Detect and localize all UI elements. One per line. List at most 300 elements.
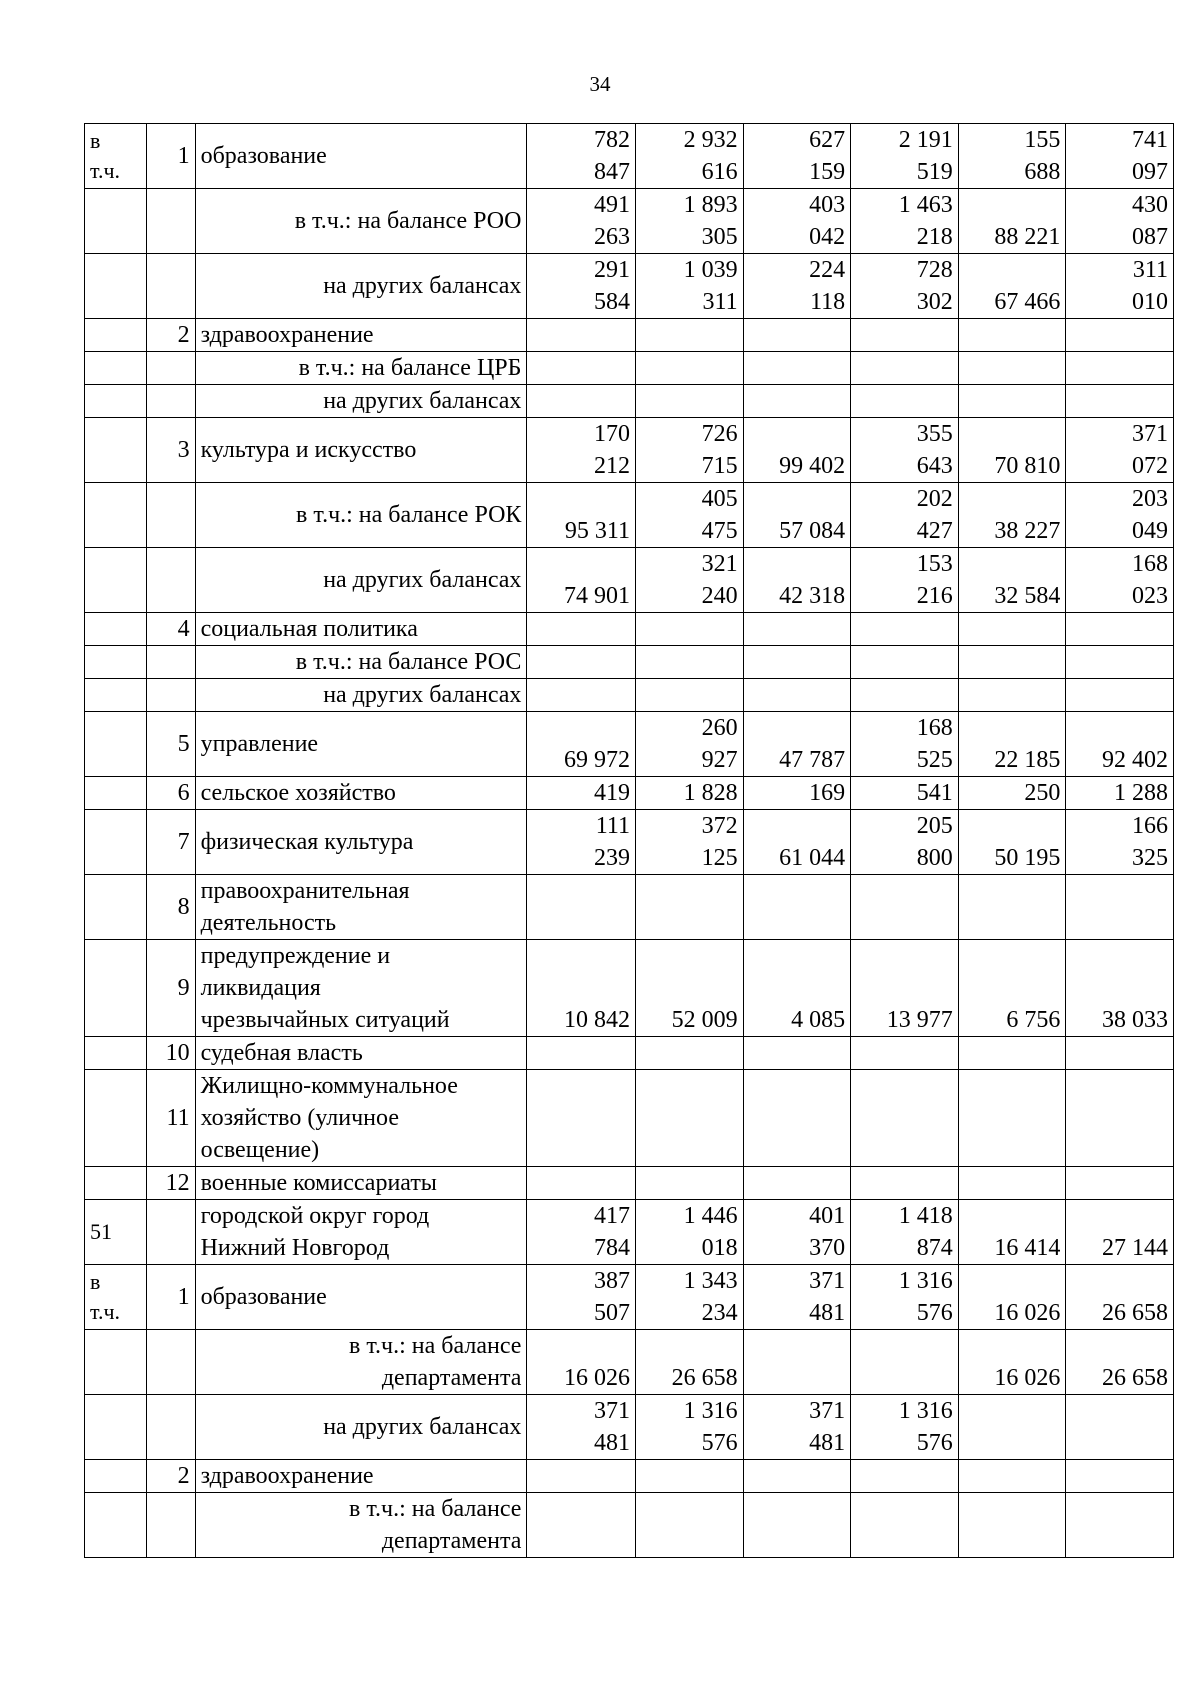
- value-cell: [958, 1167, 1066, 1200]
- cell-line: 61 044: [779, 845, 846, 871]
- row-index: 11: [147, 1070, 195, 1167]
- cell-line: 169: [809, 780, 846, 806]
- cell-line: 260: [701, 715, 738, 741]
- value-cell: [851, 254, 959, 319]
- cell-line: деятельность: [200, 910, 337, 936]
- value-cell: [636, 124, 744, 189]
- row-code: [85, 1070, 147, 1167]
- cell-line: 38 227: [994, 518, 1061, 544]
- value-cell: [851, 483, 959, 548]
- cell-line: 1 828: [683, 780, 738, 806]
- row-code: [85, 712, 147, 777]
- row-name: [195, 1167, 527, 1200]
- row-index: 2: [147, 1460, 195, 1493]
- value-cell: [743, 1460, 851, 1493]
- table-row: [85, 777, 1174, 810]
- row-name: [195, 875, 527, 940]
- cell-line: 576: [916, 1300, 953, 1326]
- cell-line: 1 463: [898, 192, 953, 218]
- cell-line: на других балансах: [323, 682, 522, 708]
- value-cell: [743, 1330, 851, 1395]
- table-row: [85, 875, 1174, 940]
- cell-line: здравоохранение: [200, 1463, 374, 1489]
- table-row: [85, 319, 1174, 352]
- value-cell: [958, 712, 1066, 777]
- table-row: [85, 124, 1174, 189]
- cell-line: образование: [200, 1284, 327, 1310]
- cell-line: в т.ч.: на балансе: [349, 1496, 522, 1522]
- value-cell: [527, 385, 636, 418]
- value-cell: [1066, 1037, 1174, 1070]
- value-cell: [1066, 679, 1174, 712]
- row-name: [195, 1200, 527, 1265]
- row-name: [195, 1070, 527, 1167]
- cell-line: 874: [916, 1235, 953, 1261]
- cell-line: 643: [916, 453, 953, 479]
- cell-line: 26 658: [671, 1365, 738, 1391]
- value-cell: [743, 1395, 851, 1460]
- value-cell: [743, 810, 851, 875]
- value-cell: [527, 1037, 636, 1070]
- value-cell: [851, 679, 959, 712]
- cell-line: 74 901: [564, 583, 631, 609]
- cell-line: 371: [809, 1398, 846, 1424]
- row-code: [85, 319, 147, 352]
- row-index: 7: [147, 810, 195, 875]
- cell-line: 50 195: [994, 845, 1061, 871]
- cell-line: 95 311: [564, 518, 631, 544]
- row-name: [195, 679, 527, 712]
- row-name: [195, 810, 527, 875]
- value-cell: [851, 1265, 959, 1330]
- cell-line: судебная власть: [200, 1040, 363, 1066]
- cell-line: 370: [809, 1235, 846, 1261]
- value-cell: [527, 1265, 636, 1330]
- table-body: [85, 124, 1174, 1558]
- value-cell: [1066, 418, 1174, 483]
- row-name: [195, 1460, 527, 1493]
- row-name: [195, 712, 527, 777]
- value-cell: [1066, 1070, 1174, 1167]
- row-name: [195, 1037, 527, 1070]
- row-code: [85, 1037, 147, 1070]
- row-name: [195, 189, 527, 254]
- cell-line: 234: [701, 1300, 738, 1326]
- value-cell: [1066, 1330, 1174, 1395]
- value-cell: [1066, 319, 1174, 352]
- value-cell: [851, 1395, 959, 1460]
- cell-line: 218: [916, 224, 953, 250]
- row-code: [85, 679, 147, 712]
- cell-line: 16 026: [994, 1365, 1061, 1391]
- value-cell: [636, 1200, 744, 1265]
- value-cell: [958, 875, 1066, 940]
- value-cell: [851, 1460, 959, 1493]
- cell-line: 507: [594, 1300, 631, 1326]
- value-cell: [527, 1460, 636, 1493]
- row-index: [147, 352, 195, 385]
- table-row: [85, 712, 1174, 777]
- value-cell: [958, 1460, 1066, 1493]
- row-index: 8: [147, 875, 195, 940]
- cell-line: 387: [594, 1268, 631, 1294]
- value-cell: [636, 777, 744, 810]
- value-cell: [958, 189, 1066, 254]
- cell-line: предупреждение и: [200, 943, 391, 969]
- value-cell: [851, 385, 959, 418]
- value-cell: [851, 875, 959, 940]
- cell-line: чрезвычайных ситуаций: [200, 1007, 450, 1033]
- value-cell: [636, 319, 744, 352]
- value-cell: [958, 1200, 1066, 1265]
- value-cell: [743, 679, 851, 712]
- value-cell: [636, 385, 744, 418]
- cell-line: 263: [594, 224, 631, 250]
- cell-line: 427: [916, 518, 953, 544]
- cell-line: 087: [1132, 224, 1168, 250]
- row-index: 1: [147, 124, 195, 189]
- row-name: [195, 385, 527, 418]
- value-cell: [743, 1167, 851, 1200]
- value-cell: [958, 679, 1066, 712]
- value-cell: [636, 810, 744, 875]
- value-cell: [958, 613, 1066, 646]
- row-code: [85, 385, 147, 418]
- value-cell: [958, 940, 1066, 1037]
- cell-line: 688: [1024, 159, 1061, 185]
- value-cell: [1066, 1167, 1174, 1200]
- value-cell: [527, 777, 636, 810]
- value-cell: [636, 483, 744, 548]
- value-cell: [636, 548, 744, 613]
- value-cell: [958, 385, 1066, 418]
- row-code: [85, 124, 147, 189]
- table-row: [85, 1037, 1174, 1070]
- value-cell: [1066, 940, 1174, 1037]
- value-cell: [743, 124, 851, 189]
- cell-line: 250: [1024, 780, 1061, 806]
- cell-line: 576: [701, 1430, 738, 1456]
- cell-line: 153: [916, 551, 953, 577]
- value-cell: [636, 712, 744, 777]
- value-cell: [527, 189, 636, 254]
- cell-line: 1 446: [683, 1203, 738, 1229]
- row-code: [85, 254, 147, 319]
- table-row: [85, 613, 1174, 646]
- row-index: 2: [147, 319, 195, 352]
- value-cell: [851, 189, 959, 254]
- cell-line: 2 191: [898, 127, 953, 153]
- row-name: [195, 1395, 527, 1460]
- value-cell: [1066, 548, 1174, 613]
- value-cell: [743, 254, 851, 319]
- cell-line: 481: [594, 1430, 631, 1456]
- cell-line: 42 318: [779, 583, 846, 609]
- cell-line: 1 288: [1114, 780, 1168, 806]
- value-cell: [743, 548, 851, 613]
- cell-line: 741: [1132, 127, 1168, 153]
- value-cell: [958, 1070, 1066, 1167]
- value-cell: [1066, 712, 1174, 777]
- cell-line: 023: [1132, 583, 1168, 609]
- cell-line: 784: [594, 1235, 631, 1261]
- cell-line: 6 756: [1006, 1007, 1061, 1033]
- value-cell: [527, 352, 636, 385]
- cell-line: 27 144: [1102, 1235, 1168, 1261]
- row-code: [85, 940, 147, 1037]
- cell-line: 481: [809, 1430, 846, 1456]
- value-cell: [636, 418, 744, 483]
- cell-line: 2 932: [683, 127, 738, 153]
- table-row: [85, 1265, 1174, 1330]
- cell-line: на других балансах: [323, 567, 522, 593]
- budget-table: [84, 123, 1174, 1558]
- row-index: 9: [147, 940, 195, 1037]
- value-cell: [851, 352, 959, 385]
- cell-line: 430: [1132, 192, 1168, 218]
- value-cell: [527, 418, 636, 483]
- value-cell: [527, 875, 636, 940]
- cell-line: в т.ч.: на балансе РОС: [295, 649, 522, 675]
- value-cell: [527, 548, 636, 613]
- value-cell: [527, 940, 636, 1037]
- cell-line: 159: [809, 159, 846, 185]
- row-index: [147, 1200, 195, 1265]
- row-index: 6: [147, 777, 195, 810]
- table-row: [85, 483, 1174, 548]
- cell-line: 1 316: [683, 1398, 738, 1424]
- value-cell: [958, 646, 1066, 679]
- cell-line: 584: [594, 289, 631, 315]
- cell-line: 240: [701, 583, 738, 609]
- cell-line: 541: [916, 780, 953, 806]
- value-cell: [743, 1493, 851, 1558]
- value-cell: [636, 646, 744, 679]
- value-cell: [636, 1460, 744, 1493]
- value-cell: [1066, 1265, 1174, 1330]
- cell-line: 22 185: [994, 747, 1061, 773]
- cell-line: Нижний Новгород: [200, 1235, 390, 1261]
- row-name: [195, 1493, 527, 1558]
- cell-line: 38 033: [1102, 1007, 1168, 1033]
- cell-line: 417: [594, 1203, 631, 1229]
- value-cell: [743, 712, 851, 777]
- value-cell: [851, 1493, 959, 1558]
- value-cell: [958, 418, 1066, 483]
- value-cell: [958, 1265, 1066, 1330]
- row-code: [85, 352, 147, 385]
- value-cell: [636, 1265, 744, 1330]
- value-cell: [743, 385, 851, 418]
- row-name: [195, 548, 527, 613]
- value-cell: [958, 319, 1066, 352]
- row-name: [195, 646, 527, 679]
- row-name: [195, 483, 527, 548]
- value-cell: [1066, 189, 1174, 254]
- cell-line: 239: [594, 845, 631, 871]
- cell-line: 1 039: [683, 257, 738, 283]
- value-cell: [636, 352, 744, 385]
- row-index: [147, 1493, 195, 1558]
- value-cell: [1066, 1493, 1174, 1558]
- value-cell: [1066, 777, 1174, 810]
- row-name: [195, 777, 527, 810]
- value-cell: [527, 679, 636, 712]
- row-code: [85, 810, 147, 875]
- cell-line: 728: [916, 257, 953, 283]
- row-name: [195, 124, 527, 189]
- value-cell: [1066, 352, 1174, 385]
- value-cell: [851, 777, 959, 810]
- cell-line: хозяйство (уличное: [200, 1105, 399, 1131]
- row-code: [85, 777, 147, 810]
- value-cell: [636, 1493, 744, 1558]
- table-row: [85, 189, 1174, 254]
- value-cell: [636, 1037, 744, 1070]
- value-cell: [527, 254, 636, 319]
- table-row: [85, 646, 1174, 679]
- cell-line: департамента: [381, 1528, 522, 1554]
- cell-line: 88 221: [994, 224, 1061, 250]
- cell-line: 481: [809, 1300, 846, 1326]
- cell-line: 042: [809, 224, 846, 250]
- table-row: [85, 548, 1174, 613]
- table-row: [85, 418, 1174, 483]
- value-cell: [636, 1330, 744, 1395]
- cell-line: освещение): [200, 1137, 320, 1163]
- value-cell: [851, 1200, 959, 1265]
- cell-line: 371: [809, 1268, 846, 1294]
- value-cell: [743, 352, 851, 385]
- value-cell: [743, 613, 851, 646]
- row-name: [195, 418, 527, 483]
- cell-line: 302: [916, 289, 953, 315]
- row-name: [195, 254, 527, 319]
- value-cell: [851, 810, 959, 875]
- value-cell: [851, 124, 959, 189]
- cell-line: 847: [594, 159, 631, 185]
- value-cell: [958, 124, 1066, 189]
- cell-line: т.ч.: [90, 1299, 121, 1324]
- cell-line: 072: [1132, 453, 1168, 479]
- cell-line: 13 977: [886, 1007, 953, 1033]
- value-cell: [851, 1330, 959, 1395]
- cell-line: 325: [1132, 845, 1168, 871]
- row-name: [195, 319, 527, 352]
- row-code: [85, 613, 147, 646]
- cell-line: 4 085: [791, 1007, 846, 1033]
- value-cell: [851, 1167, 959, 1200]
- row-name: [195, 940, 527, 1037]
- cell-line: 67 466: [994, 289, 1061, 315]
- value-cell: [958, 1395, 1066, 1460]
- cell-line: 216: [916, 583, 953, 609]
- table-row: [85, 385, 1174, 418]
- row-name: [195, 352, 527, 385]
- table-row: [85, 1070, 1174, 1167]
- value-cell: [527, 1330, 636, 1395]
- value-cell: [1066, 385, 1174, 418]
- table-row: [85, 352, 1174, 385]
- cell-line: 111: [595, 813, 631, 839]
- cell-line: 311: [702, 289, 738, 315]
- cell-line: на других балансах: [323, 388, 522, 414]
- row-index: [147, 646, 195, 679]
- row-index: 12: [147, 1167, 195, 1200]
- value-cell: [527, 124, 636, 189]
- value-cell: [527, 1200, 636, 1265]
- value-cell: [1066, 646, 1174, 679]
- value-cell: [958, 1330, 1066, 1395]
- cell-line: в т.ч.: на балансе: [349, 1333, 522, 1359]
- value-cell: [743, 875, 851, 940]
- value-cell: [636, 613, 744, 646]
- cell-line: 419: [594, 780, 631, 806]
- cell-line: 371: [1132, 421, 1168, 447]
- value-cell: [851, 319, 959, 352]
- row-name: [195, 613, 527, 646]
- cell-line: на других балансах: [323, 273, 522, 299]
- value-cell: [636, 189, 744, 254]
- value-cell: [527, 712, 636, 777]
- cell-line: 525: [916, 747, 953, 773]
- row-code: [85, 1265, 147, 1330]
- row-code: [85, 1167, 147, 1200]
- value-cell: [743, 646, 851, 679]
- value-cell: [743, 319, 851, 352]
- value-cell: [958, 777, 1066, 810]
- row-name: [195, 1330, 527, 1395]
- value-cell: [1066, 1200, 1174, 1265]
- value-cell: [1066, 254, 1174, 319]
- cell-line: 92 402: [1102, 747, 1168, 773]
- cell-line: 69 972: [564, 747, 631, 773]
- cell-line: 291: [594, 257, 631, 283]
- cell-line: 1 316: [898, 1398, 953, 1424]
- row-name: [195, 1265, 527, 1330]
- cell-line: 371: [594, 1398, 631, 1424]
- row-index: 1: [147, 1265, 195, 1330]
- cell-line: ликвидация: [200, 975, 321, 1001]
- cell-line: в т.ч.: на балансе РОО: [294, 208, 522, 234]
- cell-line: 018: [701, 1235, 738, 1261]
- table-row: [85, 1395, 1174, 1460]
- value-cell: [851, 1037, 959, 1070]
- cell-line: 576: [916, 1430, 953, 1456]
- cell-line: 155: [1024, 127, 1061, 153]
- value-cell: [636, 1167, 744, 1200]
- cell-line: 782: [594, 127, 631, 153]
- row-code: [85, 1460, 147, 1493]
- cell-line: 627: [809, 127, 846, 153]
- cell-line: 715: [701, 453, 738, 479]
- cell-line: 800: [916, 845, 953, 871]
- value-cell: [851, 1070, 959, 1167]
- value-cell: [636, 1395, 744, 1460]
- value-cell: [958, 254, 1066, 319]
- row-index: [147, 189, 195, 254]
- value-cell: [527, 483, 636, 548]
- row-index: [147, 483, 195, 548]
- row-code: [85, 548, 147, 613]
- cell-line: 170: [594, 421, 631, 447]
- row-index: 4: [147, 613, 195, 646]
- table-row: [85, 1330, 1174, 1395]
- value-cell: [636, 679, 744, 712]
- cell-line: культура и искусство: [200, 437, 417, 463]
- table-row: [85, 254, 1174, 319]
- cell-line: 203: [1132, 486, 1168, 512]
